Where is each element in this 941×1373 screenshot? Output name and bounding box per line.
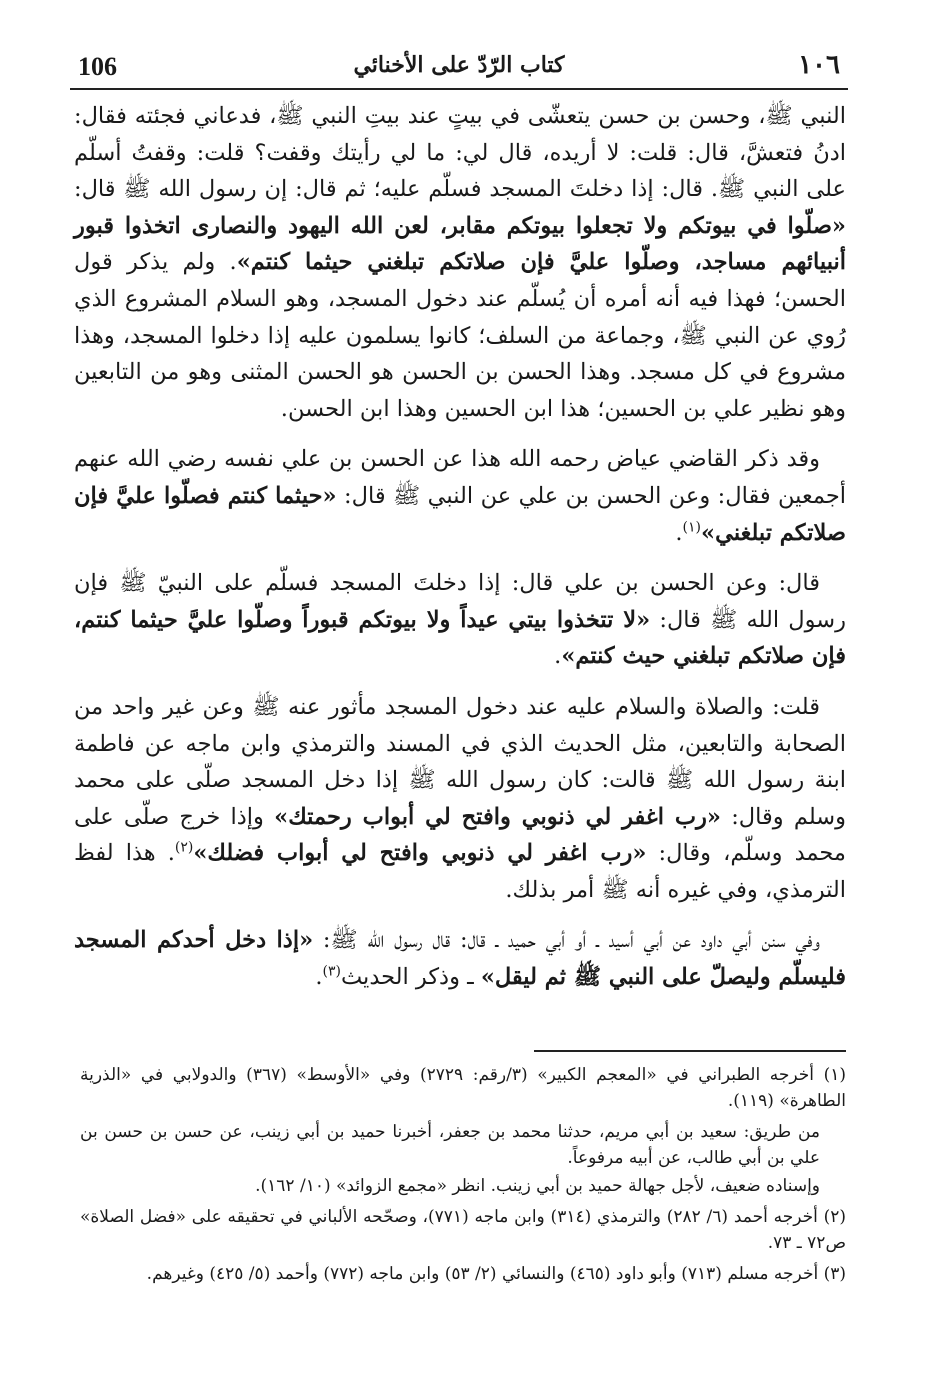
hadith-quote: «لا تتخذوا بيتي عيداً ولا بيوتكم قبوراً وصلّوا عليَّ حيثما كنتم، فإن صلاتكم تبلغني حيث كنتم» [74, 606, 846, 670]
footnote-reference: (٢) [174, 839, 194, 856]
text-run: . ولم يذكر قول الحسن؛ فهذا فيه أنه أمره أن يُسلّم عند دخول المسجد، وهو السلام المشروع الذي رُوي عن النبي ﷺ، وجماعة من السلف؛ كانوا يسلمون عليه إذا دخلوا المسجد، وهذا مشروع في كل مسجد. وهذا الحسن بن الحسن هو الحسن المثنى وهو من التابعين وهو نظير علي بن الحسين؛ هذا ابن الحسين وهذا ابن الحسن. [74, 249, 846, 422]
text-run: قلت: والصلاة والسلام عليه عند دخول المسجد مأثور عنه ﷺ وعن غير واحد من الصحابة والتابعين، مثل الحديث الذي في المسند والترمذي وابن ماجه عن فاطمة ابنة رسول الله ﷺ قالت: كان رسول الله ﷺ إذا دخل المسجد صلّى على محمد وسلم وقال: [74, 693, 847, 830]
text-run: ـ وذكر الحديث [340, 964, 481, 991]
running-title: كتاب الرّدّ على الأخنائي [353, 52, 565, 78]
main-text [74, 98, 846, 1010]
hadith-quote: «رب اغفر لي ذنوبي وافتح لي أبواب فضلك» [193, 840, 647, 867]
footnote: (٣) أخرجه مسلم (٧١٣) وأبو داود (٤٦٥) والنسائي (٢/ ٥٣) وابن ماجه (٧٧٢) وأحمد (٥/ ٤٢٥) وغيرهم. [146, 1264, 846, 1284]
text-run: النبي ﷺ، وحسن بن حسن يتعشّى في بيتٍ عند بيتِ النبي ﷺ، فدعاني فجئته فقال: ادنُ فتعشَّ، قال: قلت: لا أريده، قال لي: ما لي رأيتك وقفت؟ قلت: وقفتُ أسلّم على النبي ﷺ. قال: إذا دخلتَ المسجد فسلّم عليه؛ ثم قال: إن رسول الله ﷺ قال: [74, 103, 846, 203]
footnote: (٢) أخرجه أحمد (٦/ ٢٨٢) والترمذي (٣١٤) وابن ماجه (٧٧١)، وصحّحه الألباني في تحقيقه على «فضل الصلاة» ص٧٢ ـ ٧٣. [80, 1207, 847, 1253]
text-run: . [675, 519, 683, 546]
footnote: وإسناده ضعيف، لأجل جهالة حميد بن أبي زينب. انظر «مجمع الزوائد» (١٠/ ١٦٢). [255, 1176, 820, 1196]
paragraph [74, 922, 846, 995]
page-number-latin: 106 [78, 52, 117, 81]
page-header [70, 40, 848, 90]
text-run: وإذا خرج صلّى على محمد وسلّم، وقال: [74, 803, 846, 867]
text-run: قال: وعن الحسن بن علي قال: إذا دخلتَ المسجد فسلّم على النبيّ ﷺ فإن رسول الله ﷺ قال: [74, 570, 846, 633]
footnote: (١) أخرجه الطبراني في «المعجم الكبير» (٣/رقم: ٢٧٢٩) وفي «الأوسط» (٣٦٧) والدولابي في «الذرية الطاهرة» (١١٩). [80, 1065, 847, 1111]
text-run: . [554, 643, 562, 670]
text-run: . [315, 964, 323, 991]
footnote: من طريق: سعيد بن أبي مريم، حدثنا محمد بن جعفر، أخبرنا حميد بن أبي زينب، عن حسن بن حسن بن علي بن أبي طالب، عن أبيه مرفوعاً. [80, 1122, 820, 1168]
footnote-divider [534, 1050, 846, 1052]
text-run: . هذا لفظ الترمذي، وفي غيره أنه ﷺ أمر بذلك. [74, 840, 846, 903]
paragraph [74, 98, 846, 427]
paragraph [74, 441, 846, 551]
paragraph [74, 565, 846, 675]
hadith-quote: «حيثما كنتم فصلّوا عليَّ فإن صلاتكم تبلغني» [74, 482, 846, 546]
page-number-arabic: ١٠٦ [798, 50, 840, 80]
text-run: وقد ذكر القاضي عياض رحمه الله هذا عن الحسن بن علي نفسه رضي الله عنهم أجمعين فقال: وعن الحسن بن علي عن النبي ﷺ قال: [74, 446, 846, 509]
hadith-quote: «رب اغفر لي ذنوبي وافتح لي أبواب رحمتك» [274, 803, 721, 830]
hadith-quote: «صلّوا في بيوتكم ولا تجعلوا بيوتكم مقابر، لعن الله اليهود والنصارى اتخذوا قبور أنبيائهم مساجد، وصلّوا عليَّ فإن صلاتكم تبلغني حيثما كنتم» [74, 212, 846, 276]
hadith-quote: «إذا دخل أحدكم المسجد فليسلّم وليصلّ على النبي ﷺ ثم ليقل» [74, 927, 846, 991]
footnote-reference: (٣) [322, 963, 341, 980]
footnote-reference: (١) [682, 519, 701, 536]
paragraph [74, 689, 846, 909]
footnotes [80, 1062, 846, 1292]
text-run: وفي سنن أبي داود عن أبي أسيد ـ أو أبي حميد ـ قال: قال رسول الله ﷺ: [313, 927, 820, 954]
